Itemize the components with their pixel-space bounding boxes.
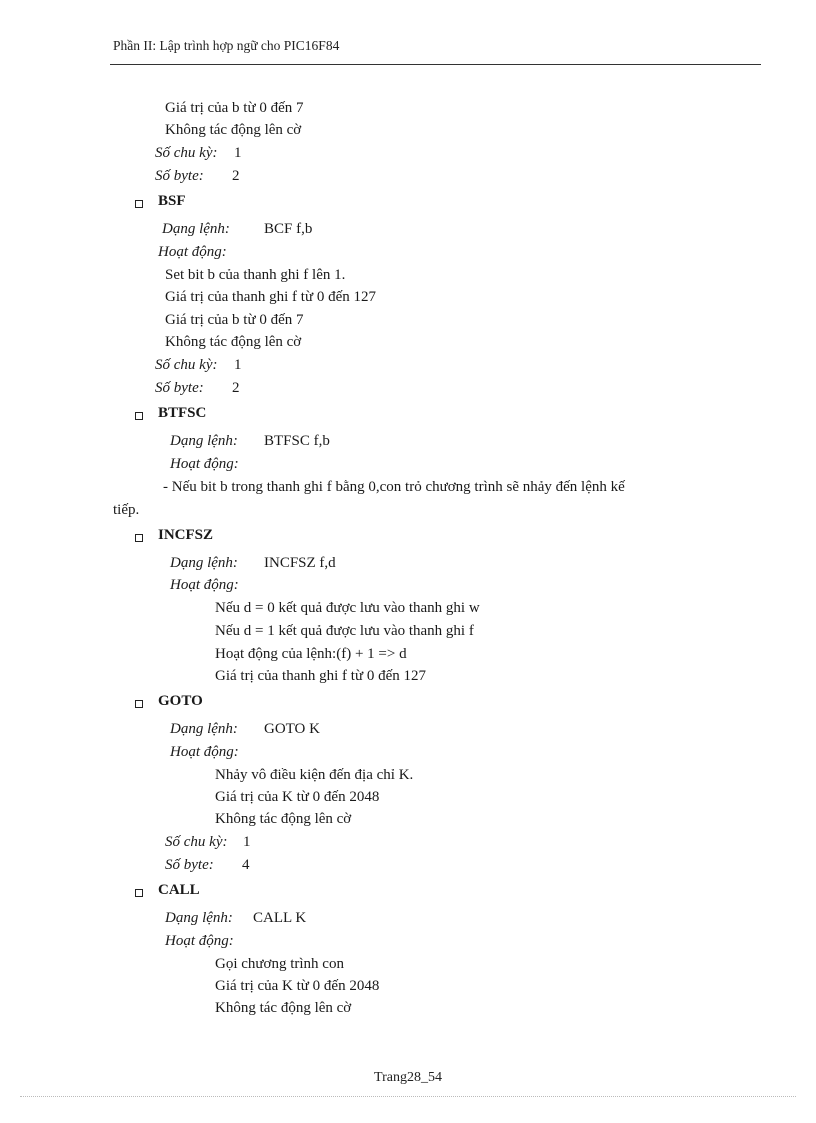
- form-label: Dạng lệnh:: [162, 221, 230, 237]
- bullet-icon: [135, 412, 143, 420]
- bullet-icon: [135, 534, 143, 542]
- action-label: Hoạt động:: [165, 933, 234, 949]
- bytes-label: Số byte:: [155, 168, 204, 184]
- section-title-goto: GOTO: [158, 693, 203, 709]
- form-value: INCFSZ f,d: [264, 555, 336, 571]
- bullet-icon: [135, 889, 143, 897]
- form-value: GOTO K: [264, 721, 320, 737]
- text-line: Giá trị của b từ 0 đến 7: [165, 100, 304, 116]
- cycles-label: Số chu kỳ:: [165, 834, 228, 850]
- text-line: Hoạt động của lệnh:(f) + 1 => d: [215, 646, 407, 662]
- form-label: Dạng lệnh:: [170, 555, 238, 571]
- form-label: Dạng lệnh:: [170, 433, 238, 449]
- action-label: Hoạt động:: [170, 456, 239, 472]
- text-line: Giá trị của thanh ghi f từ 0 đến 127: [165, 289, 376, 305]
- cycles-value: 1: [234, 145, 242, 161]
- text-line: Nếu d = 0 kết quả được lưu vào thanh ghi w: [215, 600, 480, 616]
- section-title-btfsc: BTFSC: [158, 405, 207, 421]
- cycles-value: 1: [243, 834, 251, 850]
- cycles-label: Số chu kỳ:: [155, 145, 218, 161]
- section-title-incfsz: INCFSZ: [158, 527, 214, 543]
- page-header: Phần II: Lập trình hợp ngữ cho PIC16F84: [113, 38, 340, 53]
- text-line: Giá trị của b từ 0 đến 7: [165, 312, 304, 328]
- bullet-icon: [135, 200, 143, 208]
- form-value: CALL K: [253, 910, 307, 926]
- bytes-label: Số byte:: [155, 380, 204, 396]
- bytes-value: 2: [232, 168, 240, 184]
- text-line: Set bit b của thanh ghi f lên 1.: [165, 267, 346, 283]
- text-line: tiếp.: [113, 502, 140, 518]
- header-rule: [110, 64, 761, 65]
- action-label: Hoạt động:: [170, 744, 239, 760]
- action-label: Hoạt động:: [158, 244, 227, 260]
- cycles-label: Số chu kỳ:: [155, 357, 218, 373]
- text-line: Nếu d = 1 kết quả được lưu vào thanh ghi f: [215, 623, 474, 639]
- text-line: Không tác động lên cờ: [165, 122, 302, 138]
- form-label: Dạng lệnh:: [170, 721, 238, 737]
- text-line: - Nếu bit b trong thanh ghi f bằng 0,con trỏ chương trình sẽ nhảy đến lệnh kế: [163, 479, 625, 495]
- form-value: BCF f,b: [264, 221, 313, 237]
- page-number: Trang28_54: [374, 1070, 442, 1085]
- text-line: Giá trị của K từ 0 đến 2048: [215, 978, 380, 994]
- text-line: Nhảy vô điều kiện đến địa chỉ K.: [215, 767, 414, 783]
- section-title-bsf: BSF: [158, 193, 186, 209]
- bytes-value: 2: [232, 380, 240, 396]
- text-line: Giá trị của K từ 0 đến 2048: [215, 789, 380, 805]
- text-line: Gọi chương trình con: [215, 956, 344, 972]
- cycles-value: 1: [234, 357, 242, 373]
- text-line: Không tác động lên cờ: [215, 1000, 352, 1016]
- bytes-value: 4: [242, 857, 250, 873]
- form-label: Dạng lệnh:: [165, 910, 233, 926]
- bullet-icon: [135, 700, 143, 708]
- bytes-label: Số byte:: [165, 857, 214, 873]
- text-line: Giá trị của thanh ghi f từ 0 đến 127: [215, 668, 426, 684]
- text-line: Không tác động lên cờ: [215, 811, 352, 827]
- footer-rule: [20, 1096, 796, 1097]
- section-title-call: CALL: [158, 882, 200, 898]
- action-label: Hoạt động:: [170, 577, 239, 593]
- text-line: Không tác động lên cờ: [165, 334, 302, 350]
- form-value: BTFSC f,b: [264, 433, 330, 449]
